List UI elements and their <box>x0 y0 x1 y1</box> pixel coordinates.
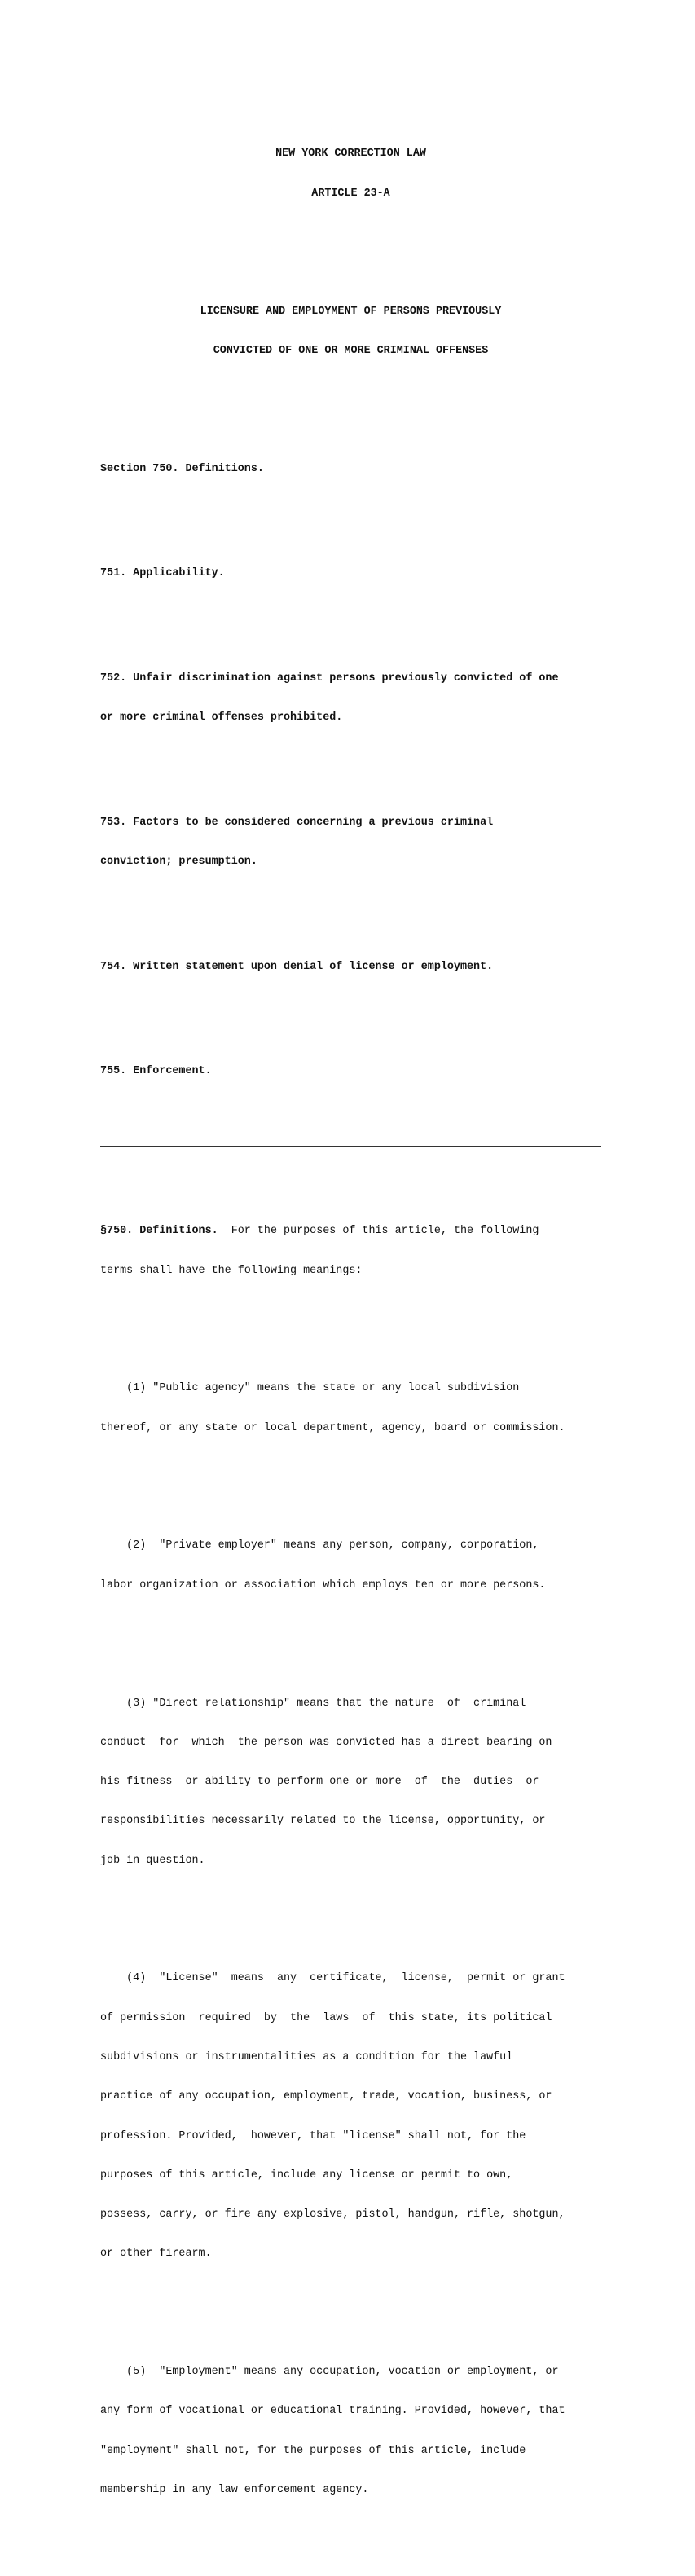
toc-item-750 <box>100 436 601 501</box>
definition-line: (2) "Private employer" means any person, company, corporation, <box>100 1539 539 1552</box>
definition-line: membership in any law enforcement agency. <box>100 2483 369 2496</box>
definition-line: purposes of this article, include any license or permit to own, <box>100 2169 513 2182</box>
definition-line: any form of vocational or educational training. Provided, however, that <box>100 2405 565 2418</box>
definition-line: job in question. <box>100 1854 205 1867</box>
toc-item-752 <box>100 646 601 751</box>
definition-license <box>100 1946 601 2287</box>
toc-line: 755. Enforcement. <box>100 1065 212 1078</box>
definition-line: his fitness or ability to perform one or more of the duties or <box>100 1776 539 1789</box>
toc-item-753 <box>100 790 601 896</box>
definition-line: (3) "Direct relationship" means that the nature of criminal <box>100 1697 526 1710</box>
toc-item-755 <box>100 1039 601 1104</box>
definition-line: or other firearm. <box>100 2248 212 2261</box>
definition-line: "employment" shall not, for the purposes of this article, include <box>100 2444 526 2457</box>
section-divider <box>100 1146 601 1147</box>
definition-public-agency <box>100 1356 601 1461</box>
toc-line: or more criminal offenses prohibited. <box>100 711 343 724</box>
toc-item-751 <box>100 541 601 606</box>
definition-line: thereof, or any state or local department, agency, board or commission. <box>100 1421 565 1434</box>
definition-line: of permission required by the laws of this state, its political <box>100 2011 552 2024</box>
intro-line: terms shall have the following meanings: <box>100 1264 363 1277</box>
title-line: NEW YORK CORRECTION LAW <box>275 148 426 161</box>
section-750-heading: §750. Definitions. <box>100 1225 218 1238</box>
subtitle-line: LICENSURE AND EMPLOYMENT OF PERSONS PREVIOUSLY <box>200 305 502 318</box>
toc-line: Section 750. Definitions. <box>100 462 264 475</box>
document-body <box>100 82 601 2576</box>
document-title <box>100 121 601 227</box>
definition-line: possess, carry, or fire any explosive, pistol, handgun, rifle, shotgun, <box>100 2208 565 2222</box>
toc-line: 751. Applicability. <box>100 567 225 580</box>
definition-line: conduct for which the person was convicted has a direct bearing on <box>100 1736 552 1749</box>
definition-line: responsibilities necessarily related to the license, opportunity, or <box>100 1815 546 1828</box>
subtitle-line: CONVICTED OF ONE OR MORE CRIMINAL OFFENSES <box>213 344 489 357</box>
toc-line: conviction; presumption. <box>100 856 257 869</box>
definition-line: labor organization or association which employs ten or more persons. <box>100 1579 546 1592</box>
toc-line: 753. Factors to be considered concerning a previous criminal <box>100 816 494 829</box>
definition-line: practice of any occupation, employment, trade, vocation, business, or <box>100 2090 552 2103</box>
section-750-intro <box>100 1199 601 1304</box>
intro-text: For the purposes of this article, the following <box>218 1225 539 1238</box>
definition-line: (5) "Employment" means any occupation, vocation or employment, or <box>100 2366 559 2379</box>
definition-direct-relationship <box>100 1671 601 1894</box>
article-subtitle <box>100 279 601 384</box>
intro-line <box>100 1225 601 1238</box>
toc-line: 752. Unfair discrimination against persons previously convicted of one <box>100 672 559 685</box>
definition-line: (1) "Public agency" means the state or any local subdivision <box>100 1382 520 1395</box>
toc-item-754 <box>100 935 601 1000</box>
title-line: ARTICLE 23-A <box>311 187 390 200</box>
definition-line: subdivisions or instrumentalities as a condition for the lawful <box>100 2050 513 2063</box>
toc-line: 754. Written statement upon denial of license or employment. <box>100 960 494 973</box>
definition-line: profession. Provided, however, that "license" shall not, for the <box>100 2129 526 2142</box>
definition-private-employer <box>100 1513 601 1618</box>
definition-employment <box>100 2340 601 2523</box>
definition-line: (4) "License" means any certificate, license, permit or grant <box>100 1972 565 1985</box>
